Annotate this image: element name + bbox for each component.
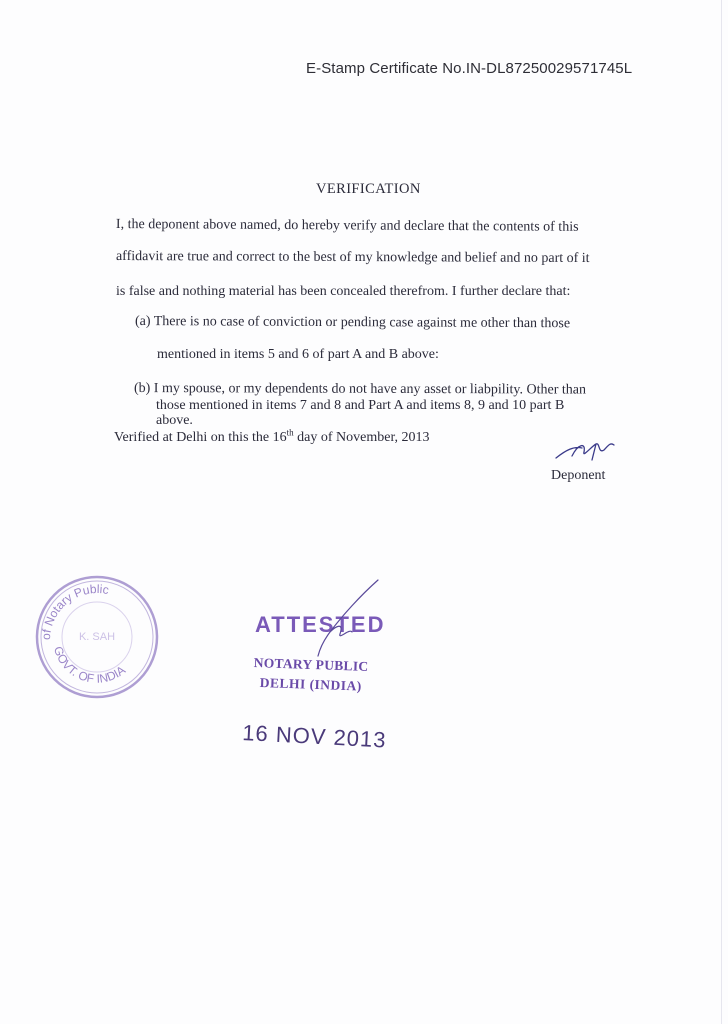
deponent-label: Deponent	[551, 468, 606, 483]
verification-line-3: is false and nothing material has been concealed therefrom. I further declare that:	[116, 284, 571, 299]
svg-text:GOVT. OF INDIA	[51, 645, 128, 686]
verification-line-1: I, the deponent above named, do hereby verify and declare that the contents of this	[115, 217, 579, 235]
attested-stamp: ATTESTED	[255, 612, 386, 637]
verified-line	[114, 427, 430, 446]
seal-bottom-text: GOVT. OF INDIA	[50, 644, 129, 686]
verified-ordinal: th	[286, 427, 294, 438]
delhi-india-stamp: DELHI (INDIA)	[259, 675, 363, 694]
item-a-line-1: (a) There is no case of conviction or pending case against me other than those	[134, 314, 571, 332]
notary-seal-image	[30, 570, 164, 704]
estamp-certificate-number: E-Stamp Certificate No.IN-DL87250029571745L	[306, 60, 633, 77]
page-edge	[721, 0, 722, 1024]
item-b-line-1: (b) I my spouse, or my dependents do not have any asset or liabpility. Other than	[133, 381, 587, 398]
date-stamp: 16 NOV 2013	[241, 720, 388, 753]
item-a-line-2: mentioned in items 5 and 6 of part A and B above:	[157, 347, 439, 362]
item-b-line-3: above.	[156, 413, 193, 428]
notary-signature	[290, 576, 385, 666]
seal-middle-text: K. SAH	[78, 631, 116, 643]
seal-top-text: of Notary Public	[38, 581, 110, 641]
deponent-signature	[552, 436, 622, 466]
verification-line-2: affidavit are true and correct to the best of my knowledge and belief and no part of it	[115, 249, 590, 267]
item-b-line-2: those mentioned in items 7 and 8 and Part A and items 8, 9 and 10 part B	[156, 398, 565, 413]
verification-title: VERIFICATION	[316, 181, 421, 197]
notary-public-stamp: NOTARY PUBLIC	[253, 655, 369, 674]
verified-prefix: Verified at Delhi on this the 16	[114, 430, 287, 445]
verified-suffix: day of November, 2013	[293, 430, 430, 445]
